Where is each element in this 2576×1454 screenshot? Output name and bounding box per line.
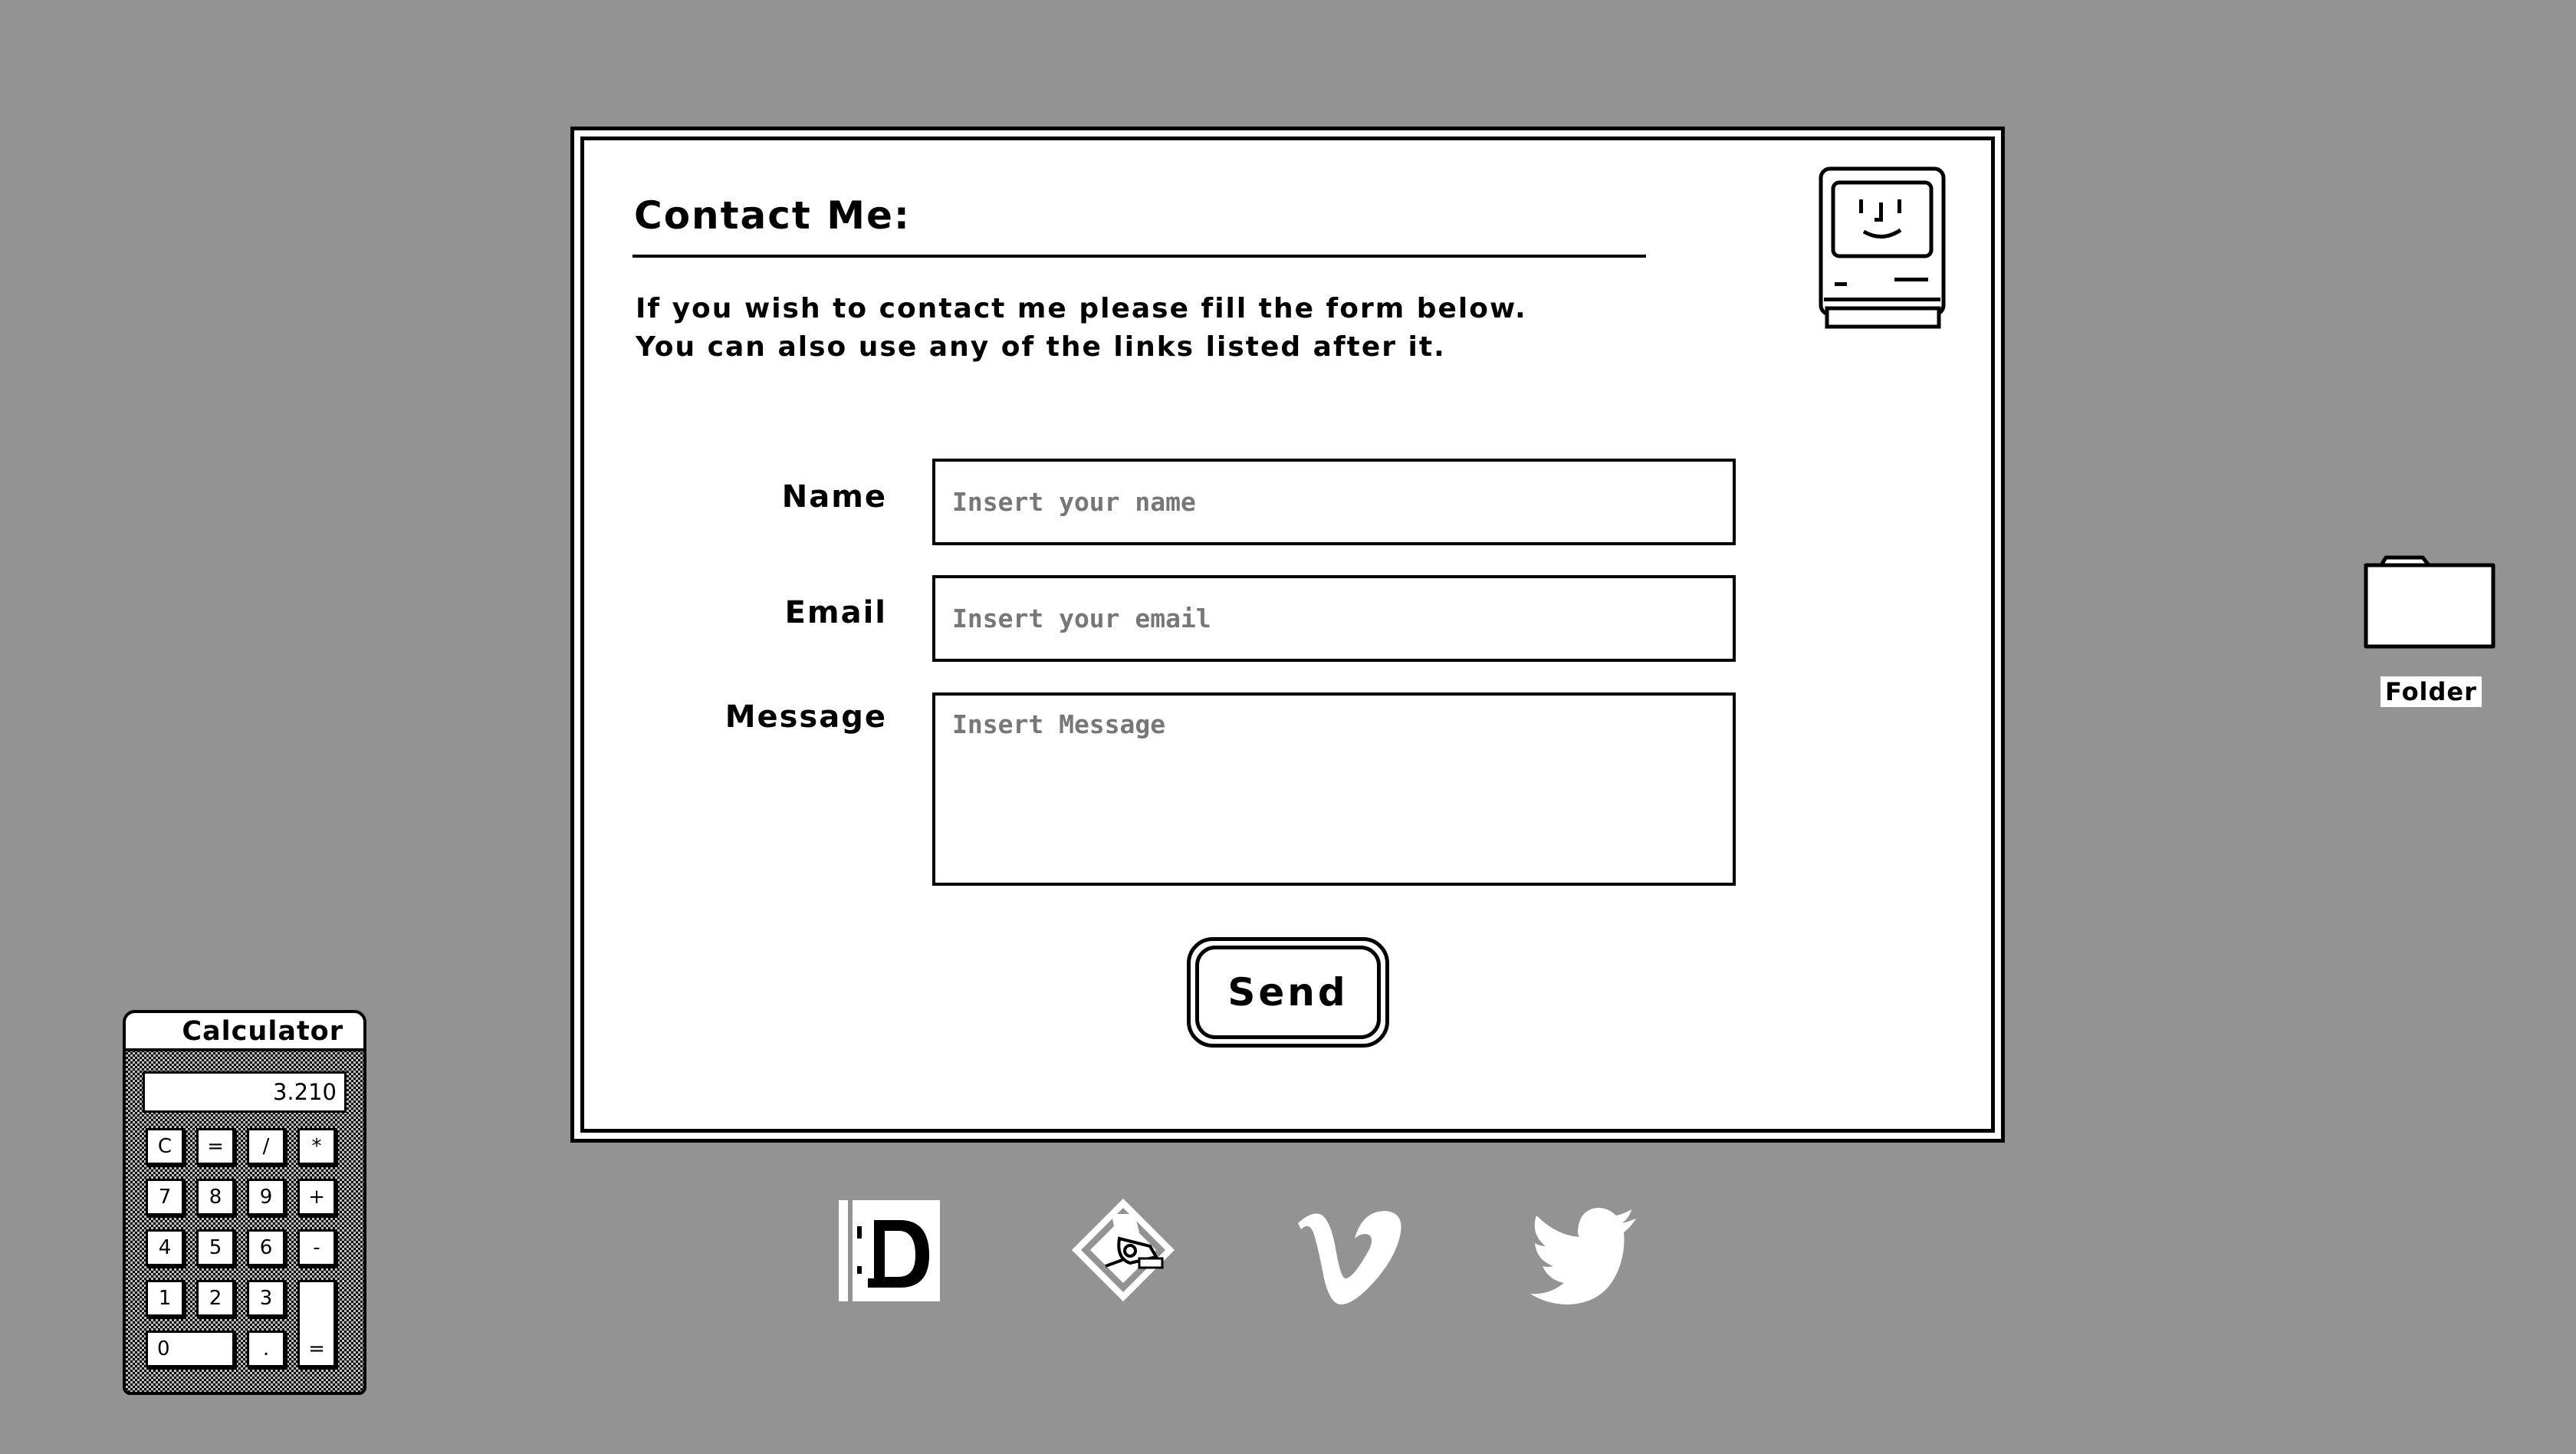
message-textarea[interactable] <box>932 692 1736 886</box>
calc-key-decimal[interactable]: . <box>247 1331 285 1367</box>
calc-key-9[interactable]: 9 <box>247 1179 285 1216</box>
calc-key-1[interactable]: 1 <box>146 1280 184 1317</box>
calc-key-plus[interactable]: + <box>297 1179 336 1216</box>
send-button[interactable] <box>1187 937 1389 1048</box>
calc-key-6[interactable]: 6 <box>247 1229 285 1266</box>
happy-mac-icon <box>1818 166 1948 331</box>
vimeo-icon <box>1292 1192 1407 1308</box>
calc-key-multiply[interactable]: * <box>297 1128 336 1165</box>
calc-key-equals-top[interactable]: = <box>196 1128 235 1165</box>
contact-window <box>570 127 2005 1143</box>
dribbble-d-icon <box>834 1192 949 1308</box>
calc-key-3[interactable]: 3 <box>247 1280 285 1317</box>
folder-icon[interactable] <box>2360 548 2498 650</box>
calc-key-0[interactable]: 0 <box>146 1331 235 1367</box>
vimeo-link[interactable] <box>1292 1192 1407 1308</box>
folder-label[interactable]: Folder <box>2380 676 2482 707</box>
twitter-bird-icon <box>1526 1192 1641 1308</box>
calc-key-5[interactable]: 5 <box>196 1229 235 1266</box>
name-label: Name <box>781 479 887 515</box>
title-divider <box>632 255 1646 258</box>
name-input[interactable] <box>932 459 1736 545</box>
calc-key-divide[interactable]: / <box>247 1128 285 1165</box>
email-label: Email <box>784 595 887 630</box>
calc-key-8[interactable]: 8 <box>196 1179 235 1216</box>
calculator-display: 3.210 <box>143 1071 347 1113</box>
intro-line-1: If you wish to contact me please fill the form below. <box>636 293 1527 324</box>
message-label: Message <box>724 699 887 735</box>
calculator-window <box>123 1010 366 1395</box>
calculator-title[interactable]: Calculator <box>126 1013 363 1051</box>
intro-text <box>636 290 1527 367</box>
pen-tool-icon <box>1066 1192 1181 1308</box>
calc-key-equals[interactable]: = <box>297 1280 336 1367</box>
twitter-link[interactable] <box>1526 1192 1641 1308</box>
calc-key-minus[interactable]: - <box>297 1229 336 1266</box>
send-button-label: Send <box>1227 970 1349 1015</box>
calc-key-clear[interactable]: C <box>146 1128 184 1165</box>
email-input[interactable] <box>932 575 1736 662</box>
design-link[interactable] <box>1066 1192 1181 1308</box>
calc-key-4[interactable]: 4 <box>146 1229 184 1266</box>
dribbble-link[interactable] <box>834 1192 949 1308</box>
calc-key-7[interactable]: 7 <box>146 1179 184 1216</box>
calc-key-2[interactable]: 2 <box>196 1280 235 1317</box>
intro-line-2: You can also use any of the links listed after it. <box>636 331 1446 363</box>
page-title: Contact Me: <box>634 193 911 238</box>
